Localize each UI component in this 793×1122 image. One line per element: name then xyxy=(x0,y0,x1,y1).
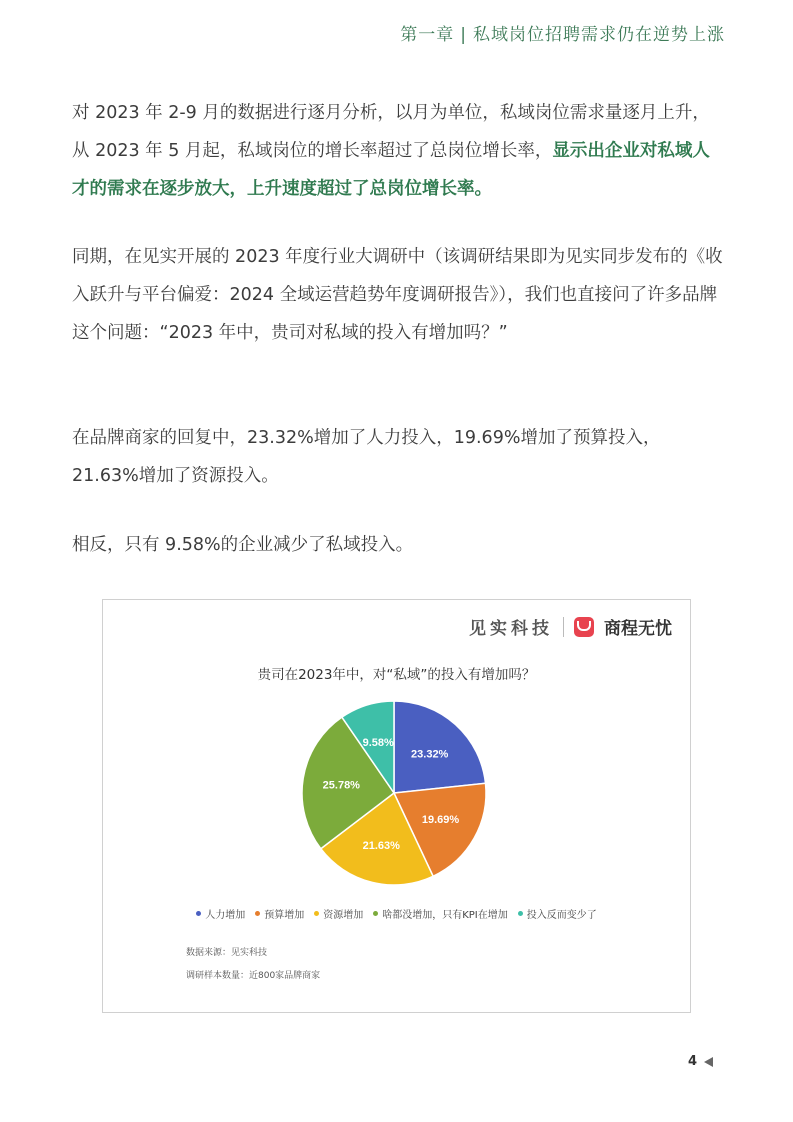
chapter-label: 第一章 xyxy=(400,25,455,45)
legend-label-2: 资源增加 xyxy=(323,910,364,921)
page-header xyxy=(400,20,725,45)
pie-label-2: 21.63% xyxy=(362,839,400,852)
legend-swatch-1 xyxy=(255,911,260,916)
legend-swatch-3 xyxy=(373,911,378,916)
brand-name-jianshi: 见实科技 xyxy=(469,619,553,639)
header-separator: | xyxy=(460,25,467,45)
brand-name-shangcheng: 商程无忧 xyxy=(604,619,672,639)
legend-label-1: 预算增加 xyxy=(264,910,305,921)
chapter-title: 私域岗位招聘需求仍在逆势上涨 xyxy=(473,25,725,45)
paragraph-survey: 同期，在见实开展的 2023 年度行业大调研中（该调研结果即为见实同步发布的《收入跃升与平台偏爱：2024 全域运营趋势年度调研报告》），我们也直接问了许多品牌这个问题：“2023 年中，贵司对私域的投入有增加吗？” xyxy=(72,247,723,343)
chart-legend xyxy=(103,906,690,921)
legend-label-4: 投入反而变少了 xyxy=(526,910,597,921)
legend-label-3: 啥都没增加，只有KPI在增加 xyxy=(382,910,508,921)
legend-item-0 xyxy=(196,906,245,921)
chart-figure xyxy=(102,599,691,1013)
page-number: 4 xyxy=(687,1054,697,1069)
chart-title: 贵司在2023年中，对“私域”的投入有增加吗？ xyxy=(257,667,536,683)
paragraph-monthly-analysis xyxy=(72,94,724,208)
legend-swatch-2 xyxy=(314,911,319,916)
legend-item-3 xyxy=(373,906,508,921)
source-note: 数据来源：见实科技 xyxy=(186,948,268,958)
legend-swatch-0 xyxy=(196,911,201,916)
pie-label-0: 23.32% xyxy=(411,748,449,761)
pie-label-4: 9.58% xyxy=(362,737,394,750)
legend-label-0: 人力增加 xyxy=(205,910,246,921)
legend-swatch-4 xyxy=(518,911,523,916)
paragraph-decrease: 相反，只有 9.58%的企业减少了私域投入。 xyxy=(72,535,414,555)
highlight-text: 显示出企业对私域人才的需求在逐步放大，上升速度超过了总岗位增长率。 xyxy=(72,141,710,199)
legend-item-4 xyxy=(518,906,597,921)
legend-item-1 xyxy=(255,906,304,921)
pie-label-3: 25.78% xyxy=(322,779,360,792)
sample-note: 调研样本数量：近800家品牌商家 xyxy=(186,971,321,981)
pie-label-1: 19.69% xyxy=(421,814,460,827)
legend-item-2 xyxy=(314,906,363,921)
page-arrow-icon xyxy=(704,1057,713,1067)
paragraph-text: 对 2023 年 2-9 月的数据进行逐月分析，以月为单位，私域岗位需求量逐月上升，从 2023 年 5 月起，私域岗位的增长率超过了总岗位增长率， xyxy=(72,103,710,161)
paragraph-responses: 在品牌商家的回复中，23.32%增加了人力投入，19.69%增加了预算投入，21.63%增加了资源投入。 xyxy=(72,428,661,486)
pie-slice-0 xyxy=(394,701,485,793)
